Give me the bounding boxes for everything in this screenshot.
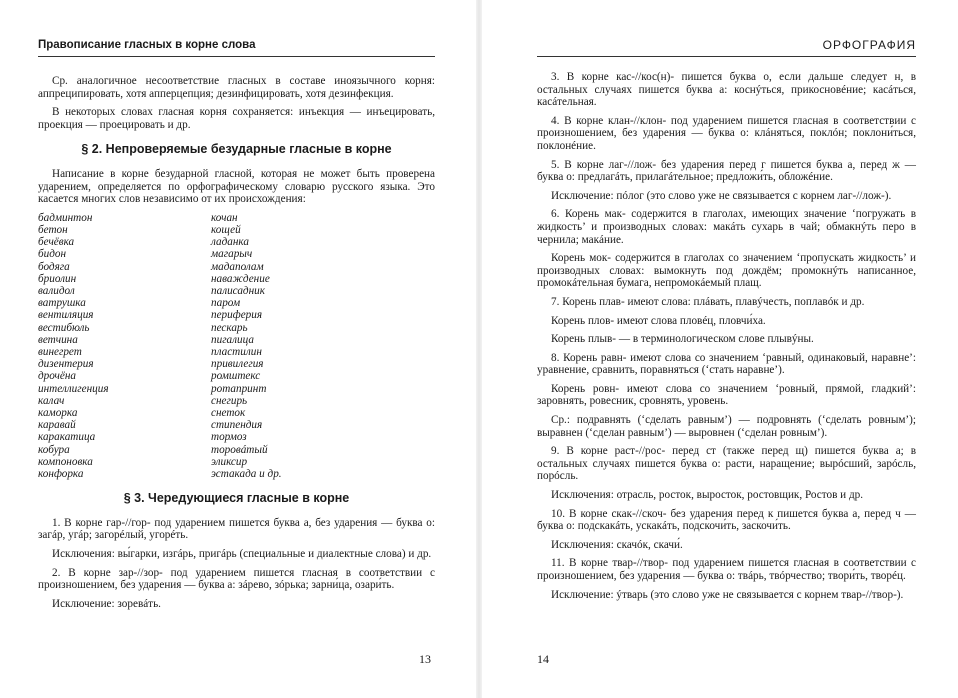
rule-paragraph: Корень ровн- имеют слова со значением ‘ровный, прямой, гладкий’: заровнять, ровесник, сровнять, уровень. [537,382,916,408]
left-body [38,75,435,610]
word-list-item: эликсир [211,455,248,468]
rule-paragraph: Корень плов- имеют слова пловéц, пловчи́ха. [551,314,766,327]
word-list-item: каравай [38,419,76,432]
word-list-item: вентиляция [38,309,94,322]
word-list-item: компоновка [38,455,93,468]
word-list-item: дизентерия [38,358,94,371]
word-list-item: валидол [38,284,75,297]
rule-paragraph: Исключения: отрасль, росток, выросток, ростовщик, Ростов и др. [551,489,864,502]
section-2-title: § 2. Непроверяемые безударные гласные в корне [81,142,392,157]
page-number-left: 13 [419,652,431,666]
section-3-paragraph-1: 1. В корне гар-//гор- под ударением пишется буква а, без ударения — буква о: загáр, угáр; загорéлый, угорéть. [38,516,435,542]
word-list-item: кощей [211,223,241,236]
word-column-2 [211,212,351,480]
running-head-right: ОРФОГРАФИЯ [537,38,916,57]
word-list-item: торовáтый [211,443,268,456]
word-list-item: магарыч [211,248,253,261]
word-list-item: вестибюль [38,321,90,334]
word-list-item: наваждение [211,272,270,285]
word-column-1 [38,212,211,480]
intro-paragraph-1: Ср. аналогичное несоответствие гласных в составе иноязычного корня: аппреципировать, хотя апперцепция; дезинфицировать, хотя дезинфекция. [38,75,435,100]
word-list-item: конфорка [38,468,84,481]
word-list-item: паром [211,297,241,310]
rule-paragraph: Ср.: подравнять (‘сделать равным’) — подровнять (‘сделать ровным’); выравнен (‘сделан равным’) — выровнен (‘сделан ровным’). [537,414,916,439]
rule-paragraph: Исключение: пóлог (это слово уже не связывается с корнем лаг-//лож-). [551,189,892,202]
word-list-item: снеток [211,407,246,419]
rule-paragraph: 4. В корне клан-//клон- под ударением пишется гласная в соответствии с произношением, без ударения — буква о: клáняться, поклóн; поклони́ться, поклонéние. [537,114,916,152]
word-list-item: кобура [38,443,70,456]
word-list-item: бриолин [38,272,77,285]
word-list-item: бечёвка [38,236,75,249]
rule-paragraph: Исключение: ýтварь (это слово уже не связывается с корнем твар-//твор-). [551,588,904,601]
word-list-item: бетон [38,223,68,236]
intro-paragraph-2: В некоторых словах гласная корня сохраняется: инъекция — инъецировать, проекция — проецировать и др. [38,106,435,131]
word-list-item: тормоз [211,431,247,444]
rule-paragraph: 10. В корне скак-//скоч- без ударения перед к пишется буква а, перед ч — буква о: подскакáть, ускакáть, подскочи́ть, заскочи́ть. [537,507,916,533]
word-list-item: ватрушка [38,297,86,310]
word-list-item: интеллигенция [38,382,109,395]
rule-paragraph: 11. В корне твар-//твор- под ударением пишется гласная в соответствии с произношением, без ударения — буква о: твáрь, твóрчество; твори́ть, творéц. [537,557,916,582]
right-page [479,0,958,698]
word-list-item: снегирь [211,394,248,407]
word-list-item: эстакада и др. [211,468,282,481]
rule-paragraph: 7. Корень плав- имеют слова: плáвать, плавýчесть, поплавóк и др. [551,295,865,308]
page-number-right: 14 [537,652,549,666]
running-head-left: Правописание гласных в корне слова [38,38,435,57]
word-list-item: винегрет [38,345,82,358]
rule-paragraph: 5. В корне лаг-//лож- без ударения перед г пишется буква а, перед ж — буква о: предлагáть, прилагáтельное; предложи́ть, обложéние. [537,158,916,184]
section-2-text: Написание в корне безударной гласной, которая не может быть проверена ударением, определяется по орфографическому словарю русского языка. Это касается многих слов независимо от их происхождения: [38,167,435,206]
word-list-item: стипендия [211,419,263,432]
word-list [38,212,435,480]
rule-paragraph: Корень плыв- — в терминологическом слове плывýны. [551,333,814,346]
section-3-title: § 3. Чередующиеся гласные в корне [123,491,350,506]
section-3-paragraph-4: Исключение: зоревáть. [52,597,161,610]
rule-paragraph: 9. В корне раст-//рос- перед ст (также перед щ) пишется буква а; в остальных случаях пишется буква о: расти, наращение; вырóсший, зарóсль, порóсль. [537,445,916,483]
word-list-item: пластилин [211,345,262,358]
word-list-item: ветчина [38,333,78,346]
word-list-item: ладанка [211,236,249,249]
word-list-item: каракатица [38,431,96,444]
rule-paragraph: 8. Корень равн- имеют слова со значением ‘равный, одинаковый, наравне’: уравнение, сравнить, поравняться (‘стать наравне’). [537,351,916,377]
rule-paragraph: 6. Корень мак- содержится в глаголах, имеющих значение ‘погружать в жидкость’ и производных словах: макáть сухарь в чай; обмакнýть перо в чернила; макáние. [537,208,916,246]
word-list-item: кочан [211,211,238,224]
section-3-paragraph-3: 2. В корне зар-//зор- под ударением пишется гласная в соответствии с произношением, без ударения — буква а: зáрево, зóрька; зарни́ца, озари́ть. [38,566,435,592]
word-list-item: палисадник [211,284,265,297]
rule-paragraph: Корень мок- содержится в глаголах со значением ‘пропускать жидкость’ и производных словах: вымокнуть под дождём; промокнýть написанное, промокáтельная бумага, непромокáемый плащ. [537,252,916,290]
word-list-item: привилегия [211,358,264,371]
word-list-item: ромштекс [211,370,261,383]
word-list-item: дрочёна [38,370,77,383]
word-list-item: бидон [38,248,67,261]
word-list-item: ротапринт [211,382,267,395]
word-list-item: мадаполам [211,260,264,273]
rule-paragraph: 3. В корне кас-//кос(н)- пишется буква о, если дальше следует н, в остальных случаях пишется буква а: коснýться, прикосновéние; касáться, касáтельная. [537,71,916,109]
word-list-item: пигалица [211,333,254,346]
word-list-item: калач [38,394,65,407]
word-list-item: бадминтон [38,211,93,224]
rule-paragraph: Исключения: скачóк, скачи́. [551,538,683,551]
word-list-item: каморка [38,407,78,419]
word-list-item: бодяга [38,260,70,273]
section-3-paragraph-2: Исключения: вы́гарки, изгáрь, пригáрь (специальные и диалектные слова) и др. [52,548,432,560]
word-list-item: пескарь [211,321,248,334]
right-body [537,71,916,601]
word-list-item: периферия [211,309,263,322]
